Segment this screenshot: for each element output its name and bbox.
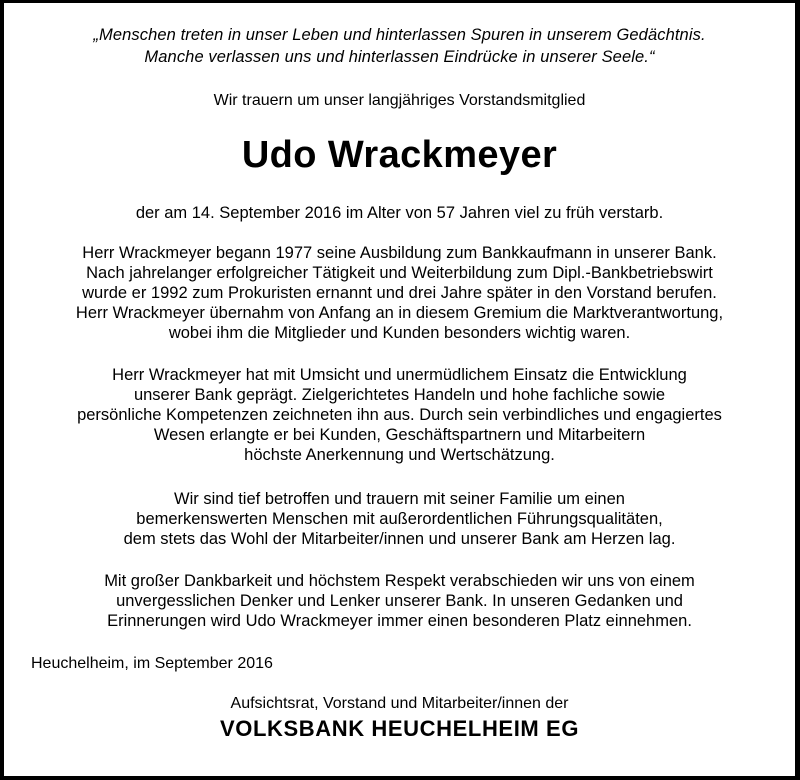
- paragraph-line: wurde er 1992 zum Prokuristen ernannt und drei Jahre später in den Vorstand berufen.: [82, 284, 717, 302]
- paragraph-line: Erinnerungen wird Udo Wrackmeyer immer einen besonderen Platz einnehmen.: [107, 612, 692, 630]
- paragraph-line: Herr Wrackmeyer übernahm von Anfang an in diesem Gremium die Marktverantwortung,: [75, 304, 724, 322]
- paragraph-line: Mit großer Dankbarkeit und höchstem Respekt verabschieden wir uns von einem: [104, 572, 695, 590]
- paragraph-line: Nach jahrelanger erfolgreicher Tätigkeit und Weiterbildung zum Dipl.-Bankbetriebswirt: [86, 264, 713, 282]
- paragraph-mourning: [4, 489, 795, 549]
- paragraph-line: Wir sind tief betroffen und trauern mit seiner Familie um einen: [174, 490, 625, 508]
- paragraph-line: Wesen erlangte er bei Kunden, Geschäftspartnern und Mitarbeitern: [153, 426, 646, 444]
- paragraph-farewell: [4, 571, 795, 631]
- place-date: Heuchelheim, im September 2016: [31, 655, 273, 672]
- intro-line: Wir trauern um unser langjähriges Vorstandsmitglied: [213, 92, 586, 109]
- signers-line: Aufsichtsrat, Vorstand und Mitarbeiter/innen der: [230, 695, 569, 712]
- quote-line-2: Manche verlassen uns und hinterlassen Eindrücke in unserer Seele.“: [144, 48, 655, 66]
- paragraph-line: unvergesslichen Denker und Lenker unserer Bank. In unseren Gedanken und: [116, 592, 683, 610]
- paragraph-line: dem stets das Wohl der Mitarbeiter/innen und unserer Bank am Herzen lag.: [123, 530, 676, 548]
- paragraph-line: wobei ihm die Mitglieder und Kunden besonders wichtig waren.: [168, 324, 631, 342]
- paragraph-line: bemerkenswerten Menschen mit außerordentlichen Führungsqualitäten,: [136, 510, 663, 528]
- bank-name: VOLKSBANK HEUCHELHEIM EG: [219, 716, 580, 741]
- death-line: der am 14. September 2016 im Alter von 57 Jahren viel zu früh verstarb.: [135, 204, 664, 222]
- quote-line-1: „Menschen treten in unser Leben und hinterlassen Spuren in unserem Gedächtnis.: [93, 26, 706, 44]
- paragraph-achievements: [4, 365, 795, 465]
- paragraph-career: [4, 243, 795, 343]
- deceased-name: Udo Wrackmeyer: [241, 134, 558, 176]
- paragraph-line: persönliche Kompetenzen zeichneten ihn aus. Durch sein verbindliches und engagiertes: [77, 406, 722, 424]
- paragraph-line: Herr Wrackmeyer hat mit Umsicht und unermüdlichem Einsatz die Entwicklung: [112, 366, 687, 384]
- paragraph-line: höchste Anerkennung und Wertschätzung.: [244, 446, 555, 464]
- paragraph-line: unserer Bank geprägt. Zielgerichtetes Handeln und hohe fachliche sowie: [133, 386, 666, 404]
- paragraph-line: Herr Wrackmeyer begann 1977 seine Ausbildung zum Bankkaufmann in unserer Bank.: [82, 244, 717, 262]
